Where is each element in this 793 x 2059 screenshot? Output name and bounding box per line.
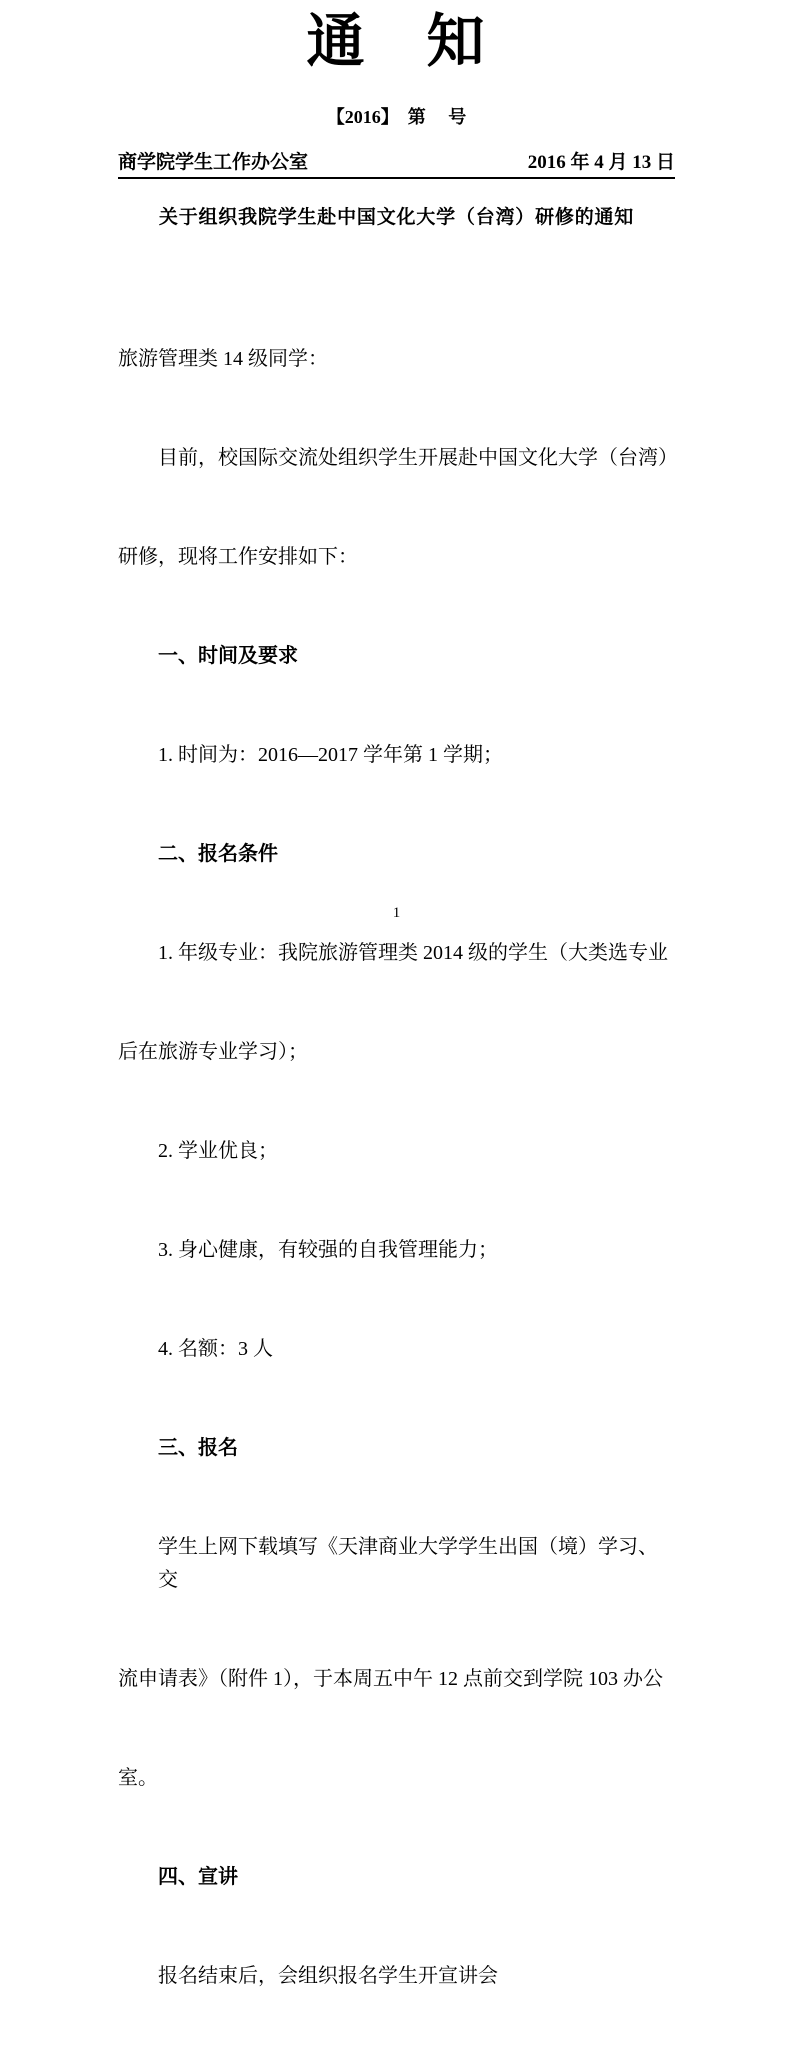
issue-date: 2016 年 4 月 13 日 bbox=[527, 152, 675, 173]
section-heading-2: 二、报名条件 bbox=[158, 843, 278, 865]
section-heading-3: 三、报名 bbox=[158, 1437, 238, 1459]
section-heading-4: 四、宣讲 bbox=[158, 1866, 238, 1888]
document-number-line: 【2016】 第 号 bbox=[326, 107, 467, 127]
body-line: 报名结束后，会组织报名学生开宣讲会 bbox=[158, 1965, 498, 1987]
notice-body bbox=[118, 277, 678, 2059]
body-line: 后在旅游专业学习）； bbox=[118, 1041, 308, 1063]
body-line: 4. 名额：3 人 bbox=[158, 1338, 273, 1360]
body-line: 目前，校国际交流处组织学生开展赴中国文化大学（台湾） bbox=[158, 447, 678, 469]
issuer-office: 商学院学生工作办公室 bbox=[118, 152, 309, 173]
body-line: 3. 身心健康，有较强的自我管理能力； bbox=[158, 1239, 498, 1261]
body-line: 流申请表》（附件 1），于本周五中午 12 点前交到学院 103 办公 bbox=[118, 1668, 663, 1690]
body-line: 学生上网下载填写《天津商业大学学生出国（境）学习、交 bbox=[158, 1536, 658, 1591]
notice-subject-title: 关于组织我院学生赴中国文化大学（台湾）研修的通知 bbox=[158, 207, 635, 228]
page-number: 1 bbox=[392, 905, 401, 921]
body-line: 室。 bbox=[118, 1767, 158, 1789]
section-heading-1: 一、时间及要求 bbox=[158, 645, 298, 667]
body-line: 1. 时间为：2016—2017 学年第 1 学期； bbox=[158, 744, 503, 766]
issuer-date-header bbox=[118, 152, 675, 179]
notice-document-page bbox=[0, 9, 793, 1987]
body-line: 研修，现将工作安排如下： bbox=[118, 546, 358, 568]
body-line: 2. 学业优良； bbox=[158, 1140, 278, 1162]
body-line: 1. 年级专业：我院旅游管理类 2014 级的学生（大类选专业 bbox=[158, 942, 668, 964]
document-title: 通 知 bbox=[306, 9, 487, 74]
salutation-line: 旅游管理类 14 级同学： bbox=[118, 348, 328, 370]
